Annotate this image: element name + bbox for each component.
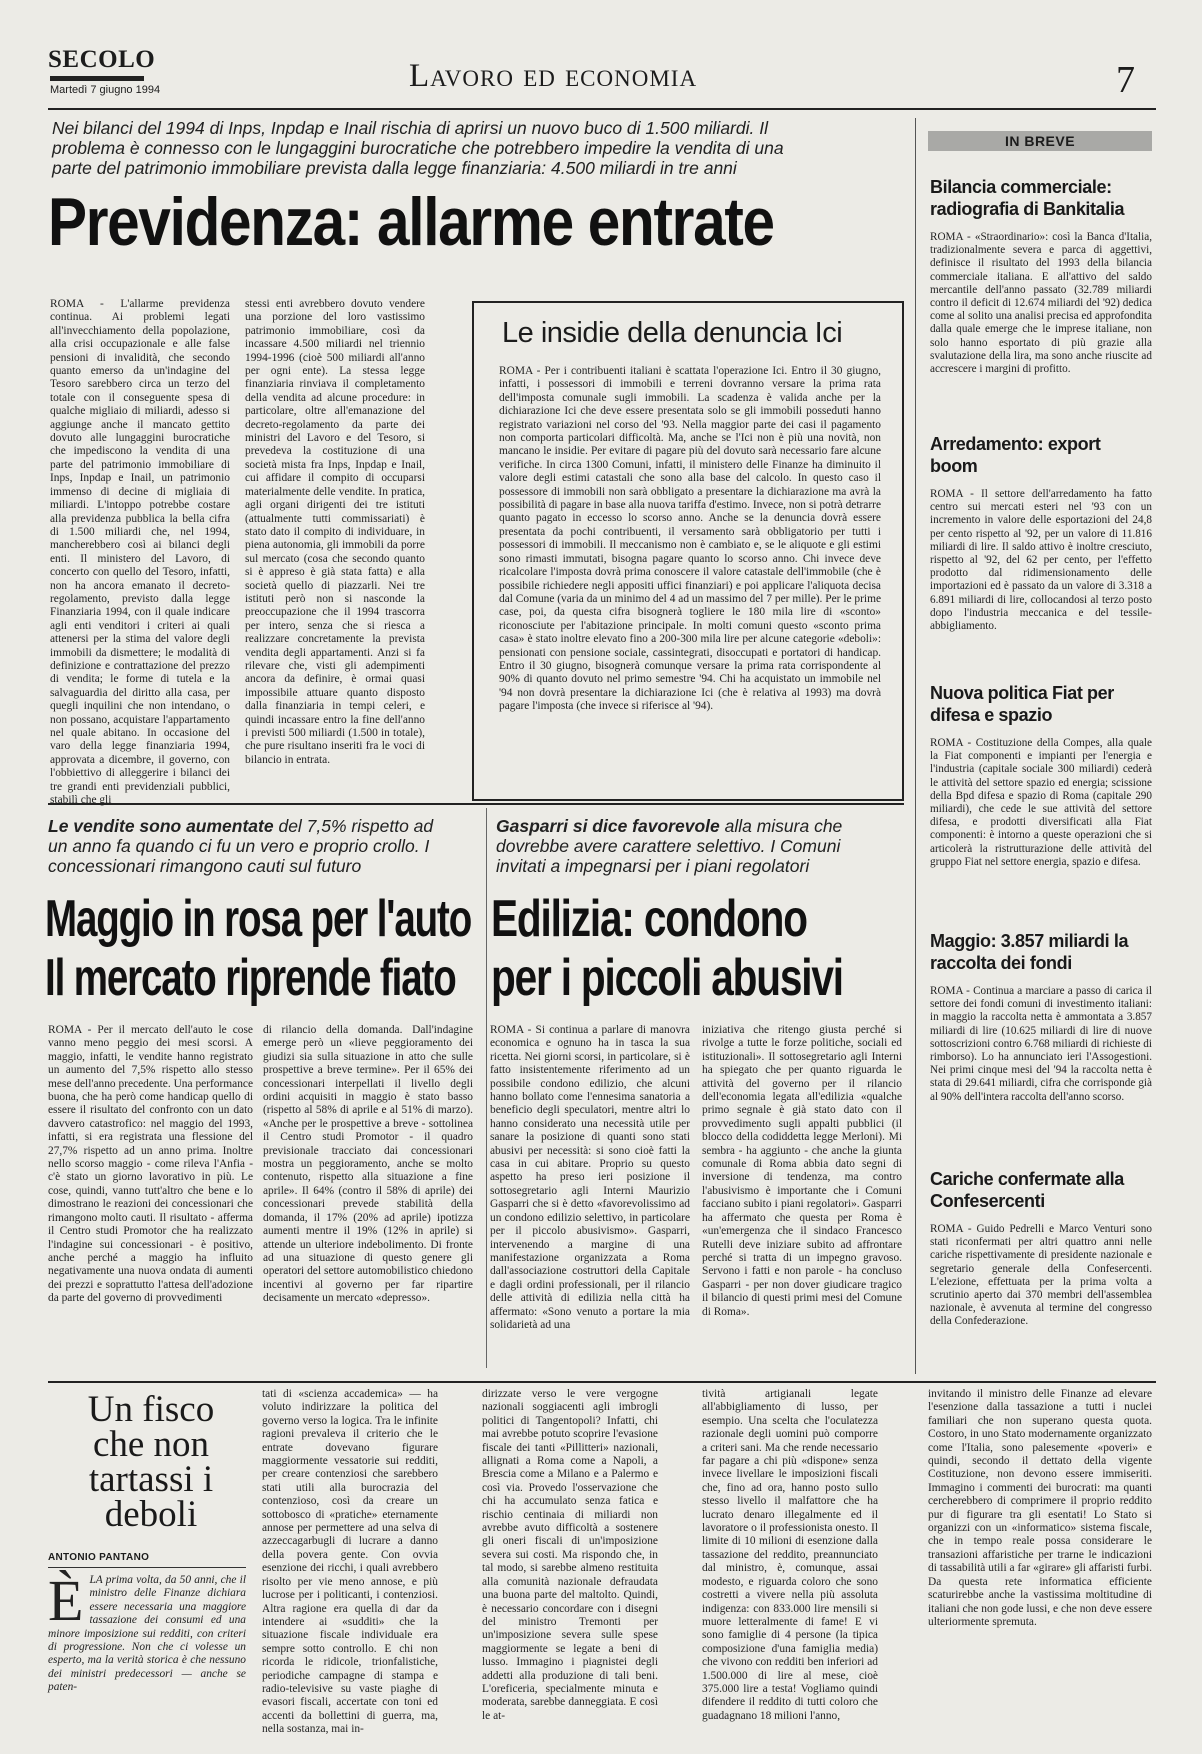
fisco-title: Un fisco che non tartassi i deboli (87, 1389, 215, 1535)
breve-item-body: ROMA - «Straordinario»: così la Banca d'Italia, tradizionalmente severa e parca di aggettivi, definisce il risultato del 1993 della bilancia commerciale italiana. E all'attivo del saldo mercantile dell'anno passato (32.789 miliardi contro il deficit di 12.674 miliardi del '92) dedica come al solito una analisi precisa ed approfondita dalla quale emerge che le imprese italiane, non solo hanno esportato di più grazie alla svalutazione della lira, ma sono anche riuscite ad accrescere i margini di profitto. (930, 231, 1152, 376)
section-title: Lavoro ed economia (409, 58, 698, 94)
breve-item-body: ROMA - Continua a marciare a passo di carica il settore dei fondi comuni di investimento italiani: in maggio la raccolta netta è ammontata a 3.857 miliardi di lire (10.625 miliardi di lire di nuove sottoscrizioni contro 6.768 miliardi di richieste di rimborso). Lo ha annunciato ieri l'Assogestioni. Nei primi cinque mesi del '94 la raccolta netta è stata di 29.641 miliardi, cifra che corrisponde già al 90% dell'intera raccolta dell'anno scorso. (930, 985, 1152, 1103)
lead-deck: Nei bilanci del 1994 di Inps, Inpdap e Inail rischia di aprirsi un nuovo buco di 1.500 miliardi. Il problema è connesso con le lungaggini burocratiche che potrebbero impedire la vendita di una parte del patrimonio immobiliare prevista dalla legge finanziaria: 4.500 miliardi in tre anni (52, 118, 784, 178)
breve-item (930, 682, 1152, 922)
fisco-column-5: invitando il ministro delle Finanze ad elevare l'esenzione dalla tassazione a tutti i nuclei familiari che non superano questa quota. Costoro, in uno Stato modernamente organizzato come l'Italia, sono palesemente «poveri» e quindi, secondo il dettato della vigente Costituzione, non devono essere immiseriti. Immagino i commenti dei burocrati: ma quanti cercherebbero di comprimere il proprio reddito pur di figurare tra gli esentati! Lo Stato si organizzi con un «informatico» sistema fiscale, che in tempo reale possa considerare le transazioni affaristiche per trarne le indicazioni di tassabilità utili a far «girare» gli affaristi furbi. Da questa rete informatica efficiente scaturirebbe anche la vastissima moltitudine di italiani che non gode lussi, e che non deve essere ulteriormente spremuta. (928, 1388, 1152, 1628)
breve-item-title: Arredamento: export boom (930, 434, 1101, 476)
bottom-section-rule (48, 1381, 1156, 1383)
auto-column-2: di rilancio della domanda. Dall'indagine emerge però un «lieve peggioramento dei giudizi sia sulla situazione in atto che sulle prospettive a breve termine». Per il 65% dei concessionari interpellati il livello degli ordini acquisiti in maggio è stato basso (rispetto al 58% di aprile e al 51% di marzo). «Anche per le prospettive a breve - sottolinea il Centro studi Promotor - il quadro previsionale tracciato dai concessionari mostra un peggioramento, anche se molto contenuto, rispetto alla situazione a fine aprile». Il 64% (contro il 58% di aprile) dei concessionari prevede stabilità della domanda, il 17% (20% ad aprile) ipotizza aumenti mentre il 19% (12% in aprile) si attende un ulteriore indebolimento. Di fronte ad una situazione di questo genere gli operatori del settore automobilistico chiedono incentivi al governo per far ripartire decisamente un mercato «depresso». (263, 1024, 473, 1305)
edilizia-deck (496, 816, 886, 876)
ici-headline: Le insidie della denuncia Ici (502, 317, 843, 349)
issue-date: Martedì 7 giugno 1994 (50, 84, 161, 96)
edilizia-column-1: ROMA - Si continua a parlare di manovra economica e ognuno ha in tasca la sua ricetta. Nei giorni scorsi, in particolare, si è fatto insistentemente riferimento ad un possibile condono edilizio, che alcuni hanno bollato come l'ennesima sanatoria a beneficio degli speculatori, mentre altri lo hanno considerato una necessità utile per sanare la posizione di quanti sono stati abusivi per necessità: si sono cioè fatti la casa in cui abitare. Proprio su questo aspetto ha preso ieri posizione il sottosegretario agli Interni Maurizio Gasparri che si è detto «favorevolissimo ad un condono edilizio selettivo, in particolare per il piccolo abusivismo». Gasparri, intervenendo a margine di una manifestazione organizzata a Roma dall'associazione costruttori della Capitale e dagli ordini professionali, per il rilancio delle attività di edilizia nella città ha affermato: «Sono venuto a portare la mia solidarietà ad una (490, 1024, 690, 1331)
lead-column-2: stessi enti avrebbero dovuto vendere una porzione del loro vastissimo patrimonio immobiliare, così da incassare 4.500 miliardi nel triennio 1994-1996 (cioè 500 miliardi all'anno per ogni ente). La stessa legge finanziaria rinviava il completamento della vendita ad alcune procedure: in particolare, oltre all'emanazione del decreto-regolamento da parte dei ministri del Lavoro e del Tesoro, si prevedeva la costituzione di una società mista fra Inps, Inpdap e Inail, cui affidare il compito di occuparsi materialmente delle vendite. In pratica, agli organi dirigenti dei tre istituti (attualmente tutti commissariati) è stato dato il compito di individuare, in piena autonomia, gli immobili da porre sul mercato (cosa che secondo quanto si è appreso è già stata fatta) e alla società quello di piazzarli. Nei tre istituti però non si nasconde la preoccupazione che il 1994 trascorra per intero, senza che si riesca a realizzare concretamente la prevista vendita degli appartamenti. Anzi si fa rilevare che, visti gli adempimenti ancora da definire, è ormai quasi impossibile attuare quanto disposto dalla finanziaria in tempi celeri, e quindi incassare entro la fine dell'anno i previsti 500 miliardi (1.500 in totale), che pure risultano inseriti fra le voci di bilancio in entrata. (245, 298, 425, 766)
breve-item-body: ROMA - Costituzione della Compes, alla quale la Fiat componenti e impianti per l'energia e l'industria (capitale sociale 300 miliardi) cederà le attività del settore spazio ed energia; scissione della Bpd difesa e spazio di Roma (capitale 290 miliardi), che cede le sue attività del settore difesa, e prodotti diversificati alla Fiat componenti: è intorno a queste operazioni che si articolerà la ristrutturazione delle attività del gruppo Fiat nel settore energia, spazio e difesa. (930, 737, 1152, 868)
fisco-column-1-text: LA prima volta, da 50 anni, che il ministro delle Finanze dichiara essere necessaria una maggiore tassazione dei consumi ed una minore imposizione sui redditi, con criteri di progressione. Non che ci volesse un esperto, ma la verità storica è che nessuno dei ministri predecessori — anche se paten- (48, 1574, 246, 1694)
breve-item-title: Maggio: 3.857 miliardi la raccolta dei fondi (930, 931, 1129, 973)
paper-name-bar (50, 76, 144, 81)
lead-headline: Previdenza: allarme entrate (48, 184, 774, 260)
auto-headline-1: Maggio in rosa per l'auto (45, 890, 472, 948)
breve-item-body: ROMA - Il settore dell'arredamento ha fatto centro sui mercati esteri nel '93 con un incremento in valore delle esportazioni del 24,8 per cento rispetto al '92, per un valore di 11.816 miliardi di lire. Il saldo attivo è inoltre cresciuto, rispetto al '92, del 62 per cento, per l'effetto prodotto dal ridimensionamento delle importazioni ed è passato da un valore di 3.318 a 6.891 miliardi di lire, collocandosi al terzo posto dopo l'industria meccanica e del tessile-abbigliamento. (930, 488, 1152, 633)
page-number: 7 (1116, 59, 1135, 101)
paper-name: SECOLO (48, 46, 156, 73)
breve-item-body: ROMA - Guido Pedrelli e Marco Venturi sono stati riconfermati per altri quattro anni nelle cariche rispettivamente di presidente nazionale e segretario generale della Confesercenti. L'elezione, effettuata per la prima volta a scrutinio aperto dai 370 membri dell'assemblea nazionale, è avvenuta al termine del congresso della Confederazione. (930, 1223, 1152, 1328)
auto-headline-2: Il mercato riprende fiato (45, 949, 456, 1007)
ici-body: ROMA - Per i contribuenti italiani è scattata l'operazione Ici. Entro il 30 giugno, infatti, i possessori di immobili e terreni dovranno versare la prima rata dell'imposta comunale sugli immobili. La scadenza è valida anche per la dichiarazione Ici che deve essere presentata solo se gli immobili posseduti hanno registrato variazioni nel corso del '93. Nella maggior parte dei casi il pagamento non comporta particolari difficoltà. Ma, anche se l'Ici non è più una novità, non mancano le insidie. Per evitare di pagare più del dovuto sarà necessario fare alcune verifiche. In circa 1300 Comuni, infatti, il ministero delle Finanze ha diminuito il valore degli estimi catastali che sono alla base del calcolo. In questo caso il possessore di immobili non sarà obbligato a presentare la dichiarazione ma avrà la possibilità di pagare in base alla nuova tariffa d'estimo. Invece, non si potrà detrarre quanto pagato in eccesso lo scorso anno. Anche se la denuncia dovrà essere presentata da pochi contribuenti, il versamento sarà obbligatorio per tutti i possessori di immobili. Il meccanismo non è cambiato e, se le aliquote e gli estimi sono rimasti immutati, bisogna pagare quanto lo scorso anno. Chi invece deve ricalcolare l'imposta dovrà prima conoscere il valore catastale dell'immobile (che è possibile richiedere negli appositi uffici finanziari) e poi applicare l'aliquota decisa dal Comune (varia da un minimo del 4 ad un massimo del 7 per mille). Per le prime case, poi, da questa cifra bisognerà togliere le 180 mila lire di «sconto» riconosciute per l'abitazione principale. In molti comuni questo «sconto prima casa» è stato inoltre elevato fino a 200-300 mila lire per alcune categorie «deboli»: pensionati con pensione sociale, cassintegrati, disoccupati e portatori di handicap. Entro il 30 giugno, bisognerà comunque versare la prima rata corrispondente al 90% di quanto dovuto nel primo semestre '94. Chi ha acquistato un immobile nel '94 non dovrà presentare la dichiarazione Ici (che è relativa al 1993) ma dovrà pagare l'imposta (che invece si riferisce al '94). (499, 365, 881, 713)
edilizia-headline-1: Edilizia: condono (491, 890, 807, 948)
breve-item (930, 1168, 1152, 1373)
fisco-column-3: dirizzate verso le vere vergogne nazionali soggiacenti agli imbrogli politici di Tangentopoli? Infatti, chi mai avrebbe potuto scoprire l'evasione fiscale dei tanti «Pillitteri» nazionali, allignati a Roma come a Napoli, a Brescia come a Milano e a Palermo e così via. Provedo l'osservazione che chi ha accumulato senza fatica e rischio centinaia di miliardi non avrebbe avuto difficoltà a sostenere gli oneri fiscali di un'imposizione severa sui costi. Ma rispondo che, in tal modo, si sarebbe almeno restituita alla comunità nazionale defraudata una buona parte del maltolto. Quindi, è necessario concordare con i disegni del ministro Tremonti per un'imposizione severa sulle spese maggiormente se legate a beni di lusso. Immagino i piagnistei degli addetti alla produzione di tali beni. L'oreficeria, specialmente minuta e moderata, sarebbe danneggiata. E così le at- (482, 1388, 658, 1722)
edilizia-column-2: iniziativa che ritengo giusta perché si rivolge a tutte le forze politiche, sociali ed istituzionali». Il sottosegretario agli Interni ha spiegato che per quanto riguarda le attività del governo per il rilancio dell'economia legata all'edilizia «qualche primo segnale è già stato dato con il provvedimento sugli appalti pubblici (il blocco della codiddetta legge Merloni). Mi sembra - ha aggiunto - che anche la giunta comunale di Roma abbia dato segni di inversione di tendenza, ma contro l'abusivismo è importante che i Comuni facciano subito i piani regolatori». Gasparri ha affermato che questa per Roma è «un'emergenza che il sindaco Francesco Rutelli deve iniziare subito ad affrontare perché si tratta di un impegno gravoso. Servono i fatti e non parole - ha concluso Gasparri - per non dover giudicare tragico il bilancio di questi primi mesi del Comune di Roma». (702, 1024, 902, 1318)
fisco-column-4: tività artigianali legate all'abbigliamento di lusso, per esempio. Una scelta che l'oculatezza razionale degli uomini può comporre a criteri sani. Ma che rende necessario far pagare a chi più «dispone» senza invece livellare le imposizioni fiscali che, fino ad ora, hanno posto sullo stesso livello il malfattore che ha lucrato denaro illegalmente ed il lavoratore o il professionista onesto. Il limite di 10 milioni di esenzione dalla tassazione del reddito, preannunciato dal ministro, è, comunque, assai modesto, e riguarda coloro che sono costretti a vivere nella più assoluta indigenza: con 833.000 lire mensili si muore letteralmente di fame! E vi sono famiglie di 4 persone (la tipica composizione d'una famiglia media) che vivono con redditi ben inferiori ad 1.500.000 di lire al mese, cioè 375.000 lire a testa! Vogliamo quindi difendere il reddito di tutti coloro che guadagnano 18 milioni l'anno, (702, 1388, 878, 1722)
auto-deck-rest: del 7,5% rispetto ad un anno fa quando ci fu un vero e proprio crollo. I concessionari rimangono cauti sul futuro (48, 816, 434, 876)
breve-item (930, 433, 1152, 667)
breve-item-title: Bilancia commerciale: radiografia di Bankitalia (930, 177, 1125, 219)
breve-header (928, 131, 1152, 151)
auto-column-1: ROMA - Per il mercato dell'auto le cose vanno meno peggio dei mesi scorsi. A maggio, infatti, le vendite hanno registrato un aumento del 7,5% rispetto allo stesso mese dell'anno precedente. Una performance buona, che ha però come handicap quello di essere il risultato del confronto con un dato davvero catastrofico: nel maggio del 1993, infatti, si era registrata una flessione del 27,7% rispetto ad un anno prima. Inoltre nello scorso maggio - come rileva l'Anfia - c'è stato un giorno lavorativo in più. Le cose, quindi, vanno tutt'altro che bene e lo dimostrano le reazioni dei concessionari che rimangono molto cauti. Il risultato - afferma il Centro studi Promotor che ha realizzato l'indagine sui concessionari - è positivo, anche perché a maggio ha influito negativamente una nuova ondata di aumenti dei prezzi e soprattutto l'attesa dell'adozione da parte del governo di provvedimenti (48, 1024, 253, 1305)
auto-deck (48, 816, 448, 876)
lead-column-1: ROMA - L'allarme previdenza continua. Ai problemi legati all'invecchiamento della popolazione, alla crisi occupazionale e alle false pensioni di invalidità, che secondo quanto emerso da un'indagine del Tesoro sarebbero circa un terzo del totale con il conseguente spesa di qualche migliaio di miliardi, adesso si aggiunge anche il mancato gettito dovuto alle lungaggini burocratiche che impediscono la vendita di una parte del patrimonio immobiliare di Inps, Inpdap e Inail, un patrimonio immenso di decine di migliaia di miliardi. L'intoppo potrebbe costare alla previdenza pubblica la bella cifra di 1.500 miliardi che, nel 1994, mancherebbero così ai bilanci degli enti. Il ministero del Lavoro, di concerto con quello del Tesoro, infatti, non ha ancora emanato il decreto-regolamento, previsto dalla legge Finanziaria 1994, con il quale indicare agli enti venditori i criteri ai quali attenersi per la stima del valore degli immobili da dismettere; le modalità di definizione e contrattazione del prezzo di vendita; le forme di tutela e la salvaguardia del diritto alla casa, per quegli inquilini che non intendano, o non possano, acquistare l'appartamento nel quale abitano. In occasione del varo della legge finanziaria 1994, approvata a dicembre, il governo, con l'obbiettivo di alleggerire i bilanci dei tre grandi enti previdenziali pubblici, stabilì che gli (50, 298, 230, 807)
edilizia-deck-lead: Gasparri si dice favorevole (496, 816, 720, 836)
breve-item-title: Nuova politica Fiat per difesa e spazio (930, 683, 1114, 725)
auto-deck-lead: Le vendite sono aumentate (48, 816, 274, 836)
breve-header-label: IN BREVE (1004, 133, 1076, 149)
masthead-rule (48, 108, 1156, 110)
edilizia-headline-2: per i piccoli abusivi (491, 949, 843, 1007)
edilizia-deck-rest: alla misura che dovrebbe avere carattere selettivo. I Comuni invitati a impegnarsi per i piani regolatori (496, 816, 843, 876)
fisco-column-1 (48, 1568, 246, 1746)
sidebar-rule (915, 118, 916, 1374)
breve-item (930, 930, 1152, 1160)
middle-column-rule (486, 808, 487, 1368)
breve-item (930, 176, 1152, 416)
fisco-column-2: tati di «scienza accademica» — ha voluto indirizzare la politica del governo verso la logica. Tra le infinite ragioni prevaleva il criterio che le entrate dovevano figurare maggiormente vessatorie sui redditi, per creare contenziosi che sarebbero stati utili alla burocrazia del contenzioso, così da creare un sottobosco di «pratiche» eternamente annose per permettere ad una selva di azzeccagarbugli di lucrare a danno della povera gente. Con ovvia esenzione dei ricchi, i quali avrebbero risolto per vie meno annose, e più lucrose per i politicanti, i contenziosi. Altra ragione era quella di dar da intendere ai «sudditi» che la situazione fiscale individuale era sempre sotto controllo. E chi non ricorda le ridicole, trionfalistiche, periodiche campagne di stampa e radio-televisive su vaste piaghe di evasori fiscali, accertate con toni ed accenti da bollettini di guerra, ma, nella sostanza, mai in- (262, 1388, 438, 1736)
fisco-dropcap: È (48, 1568, 84, 1633)
lead-bottom-rule (48, 803, 904, 805)
masthead (48, 40, 1156, 110)
fisco-author: ANTONIO PANTANO (48, 1552, 150, 1563)
ici-box (472, 301, 904, 801)
breve-item-title: Cariche confermate alla Confesercenti (930, 1169, 1124, 1211)
